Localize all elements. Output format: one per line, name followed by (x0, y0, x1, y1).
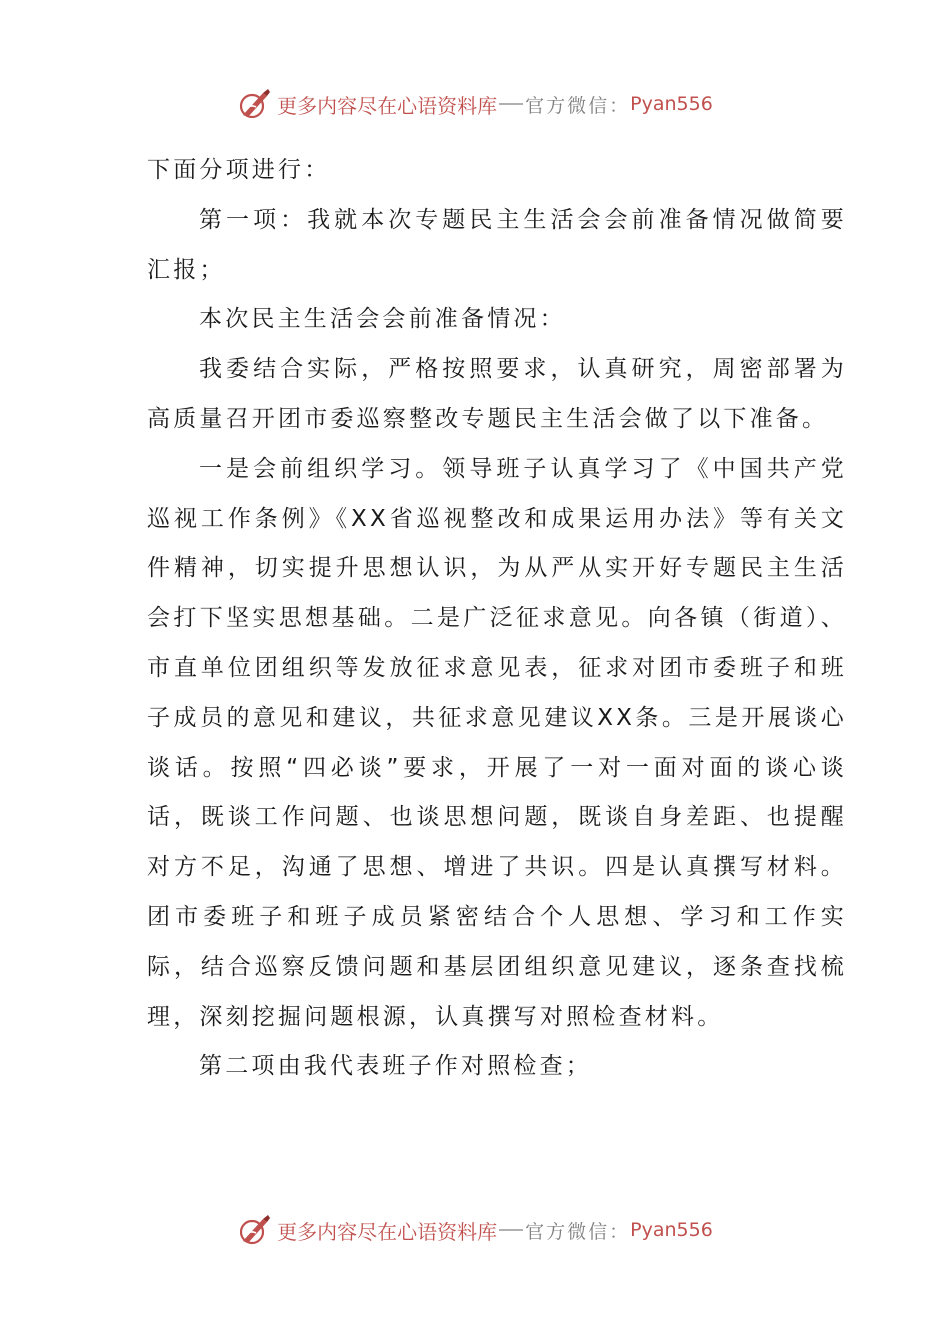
paragraph-intro: 下面分项进行： (147, 157, 331, 183)
paragraph-preparation-summary: 我委结合实际，严格按照要求，认真研究，周密部署为高质量召开团市委巡察整改专题民主生活会做了以下准备。 (147, 356, 847, 432)
paragraph-preparation-heading: 本次民主生活会会前准备情况： (199, 306, 566, 333)
watermark-header (0, 84, 950, 124)
watermark-wechat-id: Pyan556 (630, 1219, 713, 1241)
watermark-dash (499, 1229, 523, 1231)
watermark-dash (499, 103, 523, 105)
watermark-official-label: 官方微信： (525, 1220, 631, 1243)
document-body (147, 146, 847, 1092)
watermark-wechat-id: Pyan556 (630, 93, 713, 115)
paragraph-item-one: 第一项：我就本次专题民主生活会会前准备情况做简要汇报； (147, 206, 847, 283)
pen-logo-icon (237, 87, 271, 121)
paragraph-preparation-details: 一是会前组织学习。领导班子认真学习了《中国共产党巡视工作条例》《XX省巡视整改和成果运用办法》等有关文件精神，切实提升思想认识，为从严从实开好专题民主生活会打下坚实思想基础。二是广泛征求意见。向各镇（街道）、市直单位团组织等发放征求意见表，征求对团市委班子和班子成员的意见和建议，共征求意见建议XX条。三是开展谈心谈话。按照“四必谈”要求，开展了一对一面对面的谈心谈话，既谈工作问题、也谈思想问题，既谈自身差距、也提醒对方不足，沟通了思想、增进了共识。四是认真撰写材料。团市委班子和班子成员紧密结合个人思想、学习和工作实际，结合巡察反馈问题和基层团组织意见建议，逐条查找梳理，深刻挖掘问题根源，认真撰写对照检查材料。 (147, 455, 847, 1030)
watermark-library-text: 更多内容尽在心语资料库 (277, 1219, 498, 1244)
watermark-library-text: 更多内容尽在心语资料库 (277, 93, 498, 118)
watermark-official-label: 官方微信： (525, 94, 631, 117)
watermark-footer (0, 1210, 950, 1250)
pen-logo-icon (237, 1213, 271, 1247)
paragraph-item-two: 第二项由我代表班子作对照检查； (199, 1053, 592, 1080)
